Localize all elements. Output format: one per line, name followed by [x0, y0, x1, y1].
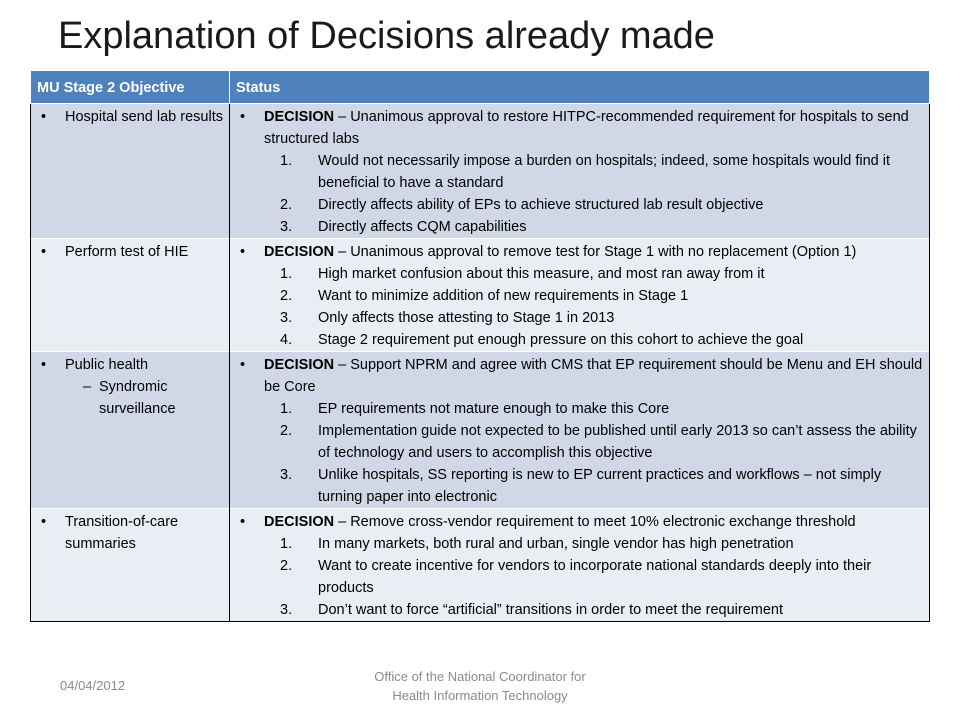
list-item: 1. High market confusion about this measure, and most ran away from it	[280, 266, 765, 282]
table-row	[31, 239, 930, 352]
sub-objective-text: – Syndromic surveillance	[37, 376, 223, 420]
list-item-text: EP requirements not mature enough to make this Core	[318, 401, 670, 417]
list-item-text: In many markets, both rural and urban, single vendor has high penetration	[318, 536, 794, 552]
table-row	[31, 509, 930, 622]
table-row	[31, 104, 930, 239]
table-header-row	[31, 71, 930, 104]
objective-cell	[31, 104, 230, 239]
decision-text	[236, 241, 923, 263]
list-item-text: Implementation guide not expected to be published until early 2013 so can’t assess the ability of technology and users to accomplish this objective	[318, 423, 917, 461]
decision-label: DECISION	[264, 514, 335, 530]
objective-cell	[31, 239, 230, 352]
list-item: 3. Don’t want to force “artificial” transitions in order to meet the requirement	[280, 602, 784, 618]
reason-list	[236, 150, 923, 238]
list-item: 3. Directly affects CQM capabilities	[280, 219, 527, 235]
list-item-text: Unlike hospitals, SS reporting is new to EP current practices and workflows – not simply turning paper into electronic	[318, 467, 882, 505]
list-item-text: Only affects those attesting to Stage 1 in 2013	[318, 310, 615, 326]
column-header-status: Status	[230, 71, 930, 104]
column-header-objective: MU Stage 2 Objective	[31, 71, 230, 104]
objective-cell	[31, 509, 230, 622]
decisions-table	[30, 70, 930, 622]
status-cell	[230, 104, 930, 239]
list-item: 1. EP requirements not mature enough to make this Core	[280, 401, 670, 417]
list-item: 2. Want to create incentive for vendors to incorporate national standards deeply into their products	[280, 558, 872, 596]
list-item: 4. Stage 2 requirement put enough pressure on this cohort to achieve the goal	[280, 332, 804, 348]
decision-label: DECISION	[264, 244, 335, 260]
reason-list	[236, 263, 923, 351]
objective-text: • Transition-of-care summaries	[37, 511, 223, 555]
list-item: 2. Directly affects ability of EPs to achieve structured lab result objective	[280, 197, 764, 213]
footer-date: 04/04/2012	[60, 678, 126, 693]
decision-text	[236, 354, 923, 398]
reason-list	[236, 533, 923, 621]
objective-text: • Perform test of HIE	[37, 241, 223, 263]
list-item: 1. In many markets, both rural and urban, single vendor has high penetration	[280, 536, 794, 552]
objective-text: • Public health	[37, 354, 223, 376]
list-item-text: Want to create incentive for vendors to incorporate national standards deeply into their products	[318, 558, 872, 596]
decision-detail: – Unanimous approval to remove test for Stage 1 with no replacement (Option 1)	[334, 244, 857, 260]
decision-text	[236, 511, 923, 533]
decision-label: DECISION	[264, 357, 335, 373]
footer-org-line: Health Information Technology	[392, 688, 568, 703]
decision-detail: – Unanimous approval to restore HITPC-recommended requirement for hospitals to send structured labs	[264, 109, 909, 147]
footer-organization	[300, 667, 660, 705]
list-item-text: Directly affects ability of EPs to achieve structured lab result objective	[318, 197, 764, 213]
decision-label: DECISION	[264, 109, 335, 125]
list-item: 2. Want to minimize addition of new requirements in Stage 1	[280, 288, 689, 304]
reason-list	[236, 398, 923, 508]
status-cell	[230, 352, 930, 509]
decision-detail: – Support NPRM and agree with CMS that EP requirement should be Menu and EH should be Core	[264, 357, 923, 395]
list-item-text: Stage 2 requirement put enough pressure on this cohort to achieve the goal	[318, 332, 804, 348]
list-item: 3. Unlike hospitals, SS reporting is new to EP current practices and workflows – not simply turning paper into electronic	[280, 467, 882, 505]
list-item-text: Want to minimize addition of new requirements in Stage 1	[318, 288, 689, 304]
table-row	[31, 352, 930, 509]
list-item: 3. Only affects those attesting to Stage 1 in 2013	[280, 310, 615, 326]
list-item-text: Would not necessarily impose a burden on hospitals; indeed, some hospitals would find it beneficial to have a standard	[318, 153, 891, 191]
list-item: 2. Implementation guide not expected to be published until early 2013 so can’t assess the ability of technology and users to accomplish this objective	[280, 423, 917, 461]
objective-cell	[31, 352, 230, 509]
page-title: Explanation of Decisions already made	[58, 15, 715, 57]
list-item: 1. Would not necessarily impose a burden on hospitals; indeed, some hospitals would find it beneficial to have a standard	[280, 153, 891, 191]
decision-detail: – Remove cross-vendor requirement to meet 10% electronic exchange threshold	[334, 514, 856, 530]
footer-org-line: Office of the National Coordinator for	[374, 669, 586, 684]
decision-text	[236, 106, 923, 150]
objective-text: • Hospital send lab results	[37, 106, 223, 128]
status-cell	[230, 509, 930, 622]
status-cell	[230, 239, 930, 352]
list-item-text: High market confusion about this measure, and most ran away from it	[318, 266, 765, 282]
list-item-text: Don’t want to force “artificial” transitions in order to meet the requirement	[318, 602, 784, 618]
list-item-text: Directly affects CQM capabilities	[318, 219, 527, 235]
